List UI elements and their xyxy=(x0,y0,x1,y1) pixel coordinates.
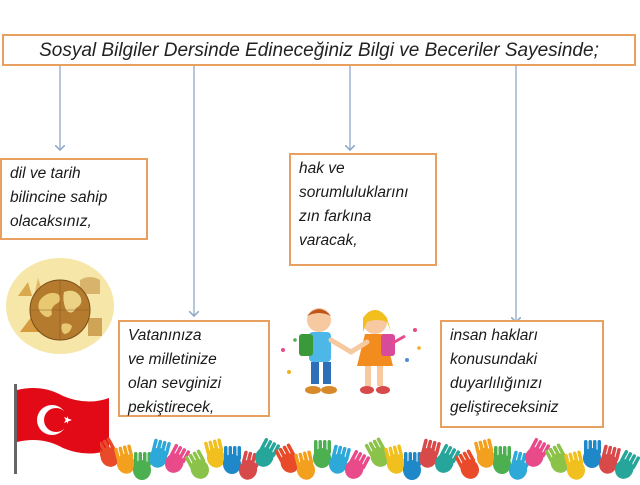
box-line: geliştireceksiniz xyxy=(450,399,559,416)
colorful-hands-icon xyxy=(100,430,640,480)
globe-icon xyxy=(4,256,116,356)
box-line: duyarlılığınızı xyxy=(450,375,543,392)
box-human-rights xyxy=(440,320,604,428)
box-line: pekiştirecek, xyxy=(128,399,215,416)
box-rights-responsibilities xyxy=(289,153,437,266)
box-line: olacaksınız, xyxy=(10,213,92,230)
box-line: olan sevginizi xyxy=(128,375,222,392)
box-line: dil ve tarih xyxy=(10,165,81,182)
box-line: bilincine sahip xyxy=(10,189,108,206)
children-icon xyxy=(275,300,425,410)
box-line: zın farkına xyxy=(299,208,372,225)
box-line: Vatanınıza xyxy=(128,327,202,344)
page-title: Sosyal Bilgiler Dersinde Edineceğiniz Bilgi ve Beceriler Sayesinde; xyxy=(39,40,599,61)
turkish-flag-icon xyxy=(10,384,110,474)
box-line: varacak, xyxy=(299,232,358,249)
box-line: sorumluluklarını xyxy=(299,184,409,201)
box-line: hak ve xyxy=(299,160,345,177)
box-language-history xyxy=(0,158,148,240)
box-line: insan hakları xyxy=(450,327,538,344)
box-patriotism xyxy=(118,320,270,417)
box-line: konusundaki xyxy=(450,351,538,368)
box-line: ve milletinize xyxy=(128,351,217,368)
